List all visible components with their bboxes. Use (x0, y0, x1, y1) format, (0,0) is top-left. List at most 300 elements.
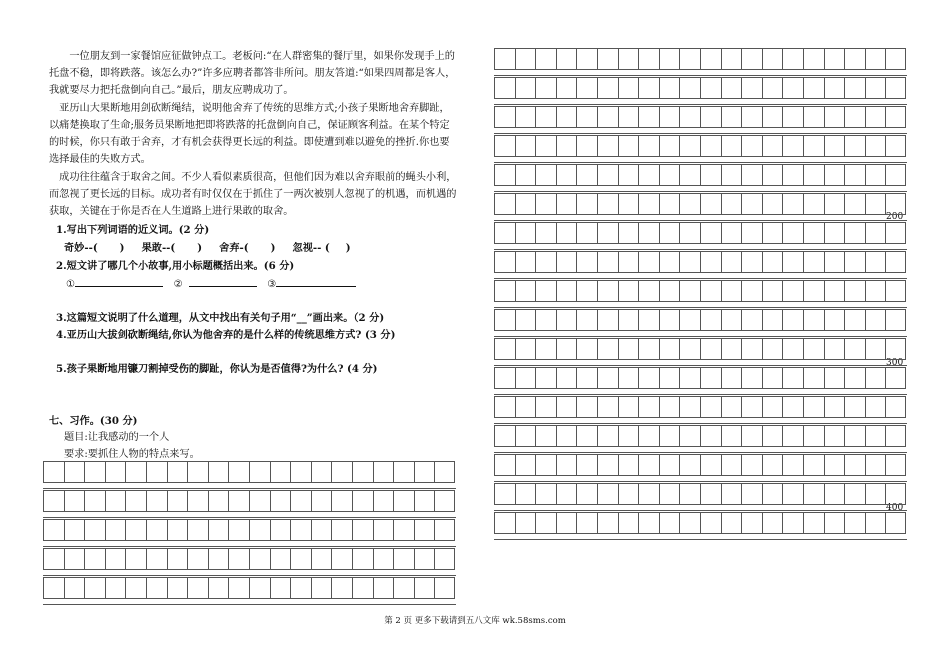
grid-cell[interactable] (515, 164, 536, 186)
grid-cell[interactable] (414, 490, 435, 512)
grid-cell[interactable] (782, 454, 803, 476)
grid-cell[interactable] (659, 396, 680, 418)
grid-cell[interactable] (824, 222, 845, 244)
grid-row[interactable] (43, 577, 455, 599)
grid-cell[interactable] (721, 338, 742, 360)
grid-cell[interactable] (803, 396, 824, 418)
grid-cell[interactable] (515, 367, 536, 389)
grid-cell[interactable] (105, 519, 126, 541)
grid-cell[interactable] (803, 48, 824, 70)
grid-cell[interactable] (700, 338, 721, 360)
grid-cell[interactable] (741, 222, 762, 244)
grid-cell[interactable] (762, 483, 783, 505)
grid-cell[interactable] (679, 454, 700, 476)
grid-cell[interactable] (515, 135, 536, 157)
grid-cell[interactable] (494, 193, 515, 215)
grid-row[interactable] (43, 490, 455, 512)
grid-cell[interactable] (187, 461, 208, 483)
grid-cell[interactable] (679, 222, 700, 244)
grid-cell[interactable] (494, 338, 515, 360)
grid-cell[interactable] (597, 77, 618, 99)
grid-cell[interactable] (679, 367, 700, 389)
grid-cell[interactable] (824, 396, 845, 418)
grid-cell[interactable] (885, 251, 906, 273)
grid-cell[interactable] (618, 222, 639, 244)
grid-cell[interactable] (125, 519, 146, 541)
grid-cell[interactable] (803, 251, 824, 273)
grid-cell[interactable] (824, 193, 845, 215)
grid-cell[interactable] (515, 338, 536, 360)
grid-cell[interactable] (146, 490, 167, 512)
grid-cell[interactable] (679, 309, 700, 331)
grid-cell[interactable] (679, 512, 700, 534)
grid-cell[interactable] (638, 193, 659, 215)
grid-cell[interactable] (824, 135, 845, 157)
answer-blank-1[interactable] (75, 276, 163, 287)
grid-cell[interactable] (679, 135, 700, 157)
grid-cell[interactable] (762, 164, 783, 186)
grid-cell[interactable] (373, 461, 394, 483)
grid-cell[interactable] (700, 425, 721, 447)
grid-cell[interactable] (494, 135, 515, 157)
grid-cell[interactable] (700, 48, 721, 70)
grid-cell[interactable] (597, 164, 618, 186)
grid-cell[interactable] (494, 483, 515, 505)
grid-cell[interactable] (535, 396, 556, 418)
grid-cell[interactable] (494, 164, 515, 186)
grid-cell[interactable] (535, 77, 556, 99)
grid-cell[interactable] (803, 425, 824, 447)
grid-cell[interactable] (700, 309, 721, 331)
grid-cell[interactable] (782, 222, 803, 244)
grid-cell[interactable] (659, 48, 680, 70)
grid-cell[interactable] (270, 577, 291, 599)
grid-cell[interactable] (373, 519, 394, 541)
grid-cell[interactable] (659, 483, 680, 505)
grid-cell[interactable] (659, 367, 680, 389)
grid-cell[interactable] (270, 490, 291, 512)
grid-cell[interactable] (43, 548, 64, 570)
grid-row[interactable] (494, 48, 906, 70)
grid-cell[interactable] (865, 512, 886, 534)
grid-cell[interactable] (741, 280, 762, 302)
grid-cell[interactable] (782, 338, 803, 360)
grid-cell[interactable] (721, 193, 742, 215)
grid-cell[interactable] (741, 164, 762, 186)
grid-cell[interactable] (885, 309, 906, 331)
grid-row[interactable] (43, 519, 455, 541)
grid-cell[interactable] (638, 454, 659, 476)
grid-cell[interactable] (618, 338, 639, 360)
grid-cell[interactable] (249, 490, 270, 512)
grid-cell[interactable] (762, 396, 783, 418)
grid-cell[interactable] (535, 48, 556, 70)
grid-cell[interactable] (700, 280, 721, 302)
grid-cell[interactable] (762, 251, 783, 273)
grid-cell[interactable] (597, 309, 618, 331)
grid-cell[interactable] (700, 135, 721, 157)
grid-cell[interactable] (597, 193, 618, 215)
grid-cell[interactable] (352, 519, 373, 541)
grid-cell[interactable] (64, 490, 85, 512)
grid-cell[interactable] (43, 519, 64, 541)
grid-row[interactable] (494, 454, 906, 476)
grid-cell[interactable] (249, 577, 270, 599)
grid-cell[interactable] (638, 425, 659, 447)
grid-cell[interactable] (105, 490, 126, 512)
grid-cell[interactable] (331, 519, 352, 541)
grid-cell[interactable] (105, 548, 126, 570)
grid-cell[interactable] (638, 280, 659, 302)
grid-cell[interactable] (125, 548, 146, 570)
grid-cell[interactable] (125, 490, 146, 512)
grid-cell[interactable] (803, 222, 824, 244)
grid-cell[interactable] (556, 135, 577, 157)
answer-blank-2[interactable] (189, 276, 257, 287)
grid-cell[interactable] (824, 280, 845, 302)
grid-cell[interactable] (844, 367, 865, 389)
grid-cell[interactable] (167, 548, 188, 570)
grid-cell[interactable] (679, 425, 700, 447)
grid-cell[interactable] (494, 309, 515, 331)
grid-cell[interactable] (556, 77, 577, 99)
grid-cell[interactable] (618, 512, 639, 534)
grid-cell[interactable] (700, 454, 721, 476)
grid-cell[interactable] (249, 461, 270, 483)
grid-cell[interactable] (721, 106, 742, 128)
grid-cell[interactable] (865, 425, 886, 447)
grid-cell[interactable] (721, 164, 742, 186)
grid-cell[interactable] (576, 106, 597, 128)
grid-cell[interactable] (700, 193, 721, 215)
grid-cell[interactable] (105, 461, 126, 483)
grid-cell[interactable] (638, 309, 659, 331)
grid-cell[interactable] (515, 512, 536, 534)
grid-cell[interactable] (556, 193, 577, 215)
grid-cell[interactable] (535, 222, 556, 244)
grid-cell[interactable] (762, 425, 783, 447)
grid-cell[interactable] (618, 77, 639, 99)
grid-cell[interactable] (782, 512, 803, 534)
grid-cell[interactable] (721, 222, 742, 244)
grid-cell[interactable] (64, 577, 85, 599)
grid-cell[interactable] (352, 490, 373, 512)
grid-cell[interactable] (659, 164, 680, 186)
grid-cell[interactable] (494, 396, 515, 418)
grid-cell[interactable] (721, 512, 742, 534)
grid-cell[interactable] (515, 251, 536, 273)
grid-cell[interactable] (597, 135, 618, 157)
grid-cell[interactable] (741, 483, 762, 505)
grid-cell[interactable] (494, 77, 515, 99)
grid-cell[interactable] (43, 490, 64, 512)
grid-cell[interactable] (782, 135, 803, 157)
grid-row[interactable] (494, 483, 906, 505)
grid-cell[interactable] (885, 106, 906, 128)
grid-cell[interactable] (311, 490, 332, 512)
grid-cell[interactable] (249, 548, 270, 570)
grid-cell[interactable] (331, 461, 352, 483)
grid-cell[interactable] (331, 490, 352, 512)
grid-cell[interactable] (659, 425, 680, 447)
grid-cell[interactable] (844, 483, 865, 505)
grid-cell[interactable] (741, 77, 762, 99)
grid-cell[interactable] (885, 367, 906, 389)
grid-cell[interactable] (597, 338, 618, 360)
grid-cell[interactable] (762, 222, 783, 244)
grid-cell[interactable] (43, 461, 64, 483)
grid-cell[interactable] (885, 135, 906, 157)
grid-cell[interactable] (659, 77, 680, 99)
grid-row[interactable] (494, 425, 906, 447)
grid-cell[interactable] (844, 251, 865, 273)
grid-cell[interactable] (865, 367, 886, 389)
grid-cell[interactable] (782, 193, 803, 215)
grid-cell[interactable] (535, 280, 556, 302)
grid-row[interactable] (494, 77, 906, 99)
grid-cell[interactable] (535, 106, 556, 128)
grid-cell[interactable] (597, 483, 618, 505)
grid-cell[interactable] (700, 164, 721, 186)
grid-cell[interactable] (576, 425, 597, 447)
grid-cell[interactable] (865, 106, 886, 128)
grid-cell[interactable] (105, 577, 126, 599)
grid-cell[interactable] (721, 280, 742, 302)
grid-cell[interactable] (494, 222, 515, 244)
grid-cell[interactable] (290, 461, 311, 483)
grid-cell[interactable] (885, 483, 906, 505)
grid-cell[interactable] (782, 251, 803, 273)
grid-cell[interactable] (865, 164, 886, 186)
grid-cell[interactable] (515, 280, 536, 302)
grid-cell[interactable] (844, 309, 865, 331)
grid-cell[interactable] (556, 309, 577, 331)
grid-cell[interactable] (576, 280, 597, 302)
grid-cell[interactable] (618, 164, 639, 186)
grid-cell[interactable] (556, 251, 577, 273)
grid-cell[interactable] (865, 193, 886, 215)
grid-cell[interactable] (803, 77, 824, 99)
grid-cell[interactable] (618, 454, 639, 476)
grid-cell[interactable] (576, 251, 597, 273)
grid-cell[interactable] (741, 135, 762, 157)
grid-cell[interactable] (597, 367, 618, 389)
grid-cell[interactable] (741, 48, 762, 70)
grid-cell[interactable] (84, 548, 105, 570)
grid-cell[interactable] (782, 425, 803, 447)
grid-cell[interactable] (556, 512, 577, 534)
grid-cell[interactable] (679, 77, 700, 99)
grid-cell[interactable] (844, 425, 865, 447)
grid-cell[interactable] (824, 454, 845, 476)
grid-cell[interactable] (741, 367, 762, 389)
grid-cell[interactable] (824, 164, 845, 186)
grid-cell[interactable] (556, 367, 577, 389)
grid-cell[interactable] (618, 425, 639, 447)
grid-cell[interactable] (659, 222, 680, 244)
grid-cell[interactable] (824, 48, 845, 70)
grid-cell[interactable] (638, 222, 659, 244)
grid-cell[interactable] (721, 367, 742, 389)
grid-cell[interactable] (824, 106, 845, 128)
grid-cell[interactable] (700, 396, 721, 418)
grid-row[interactable] (494, 106, 906, 128)
grid-cell[interactable] (270, 519, 291, 541)
grid-cell[interactable] (618, 251, 639, 273)
grid-cell[interactable] (414, 577, 435, 599)
grid-cell[interactable] (64, 548, 85, 570)
grid-cell[interactable] (844, 338, 865, 360)
grid-cell[interactable] (311, 519, 332, 541)
grid-cell[interactable] (311, 577, 332, 599)
grid-cell[interactable] (515, 309, 536, 331)
grid-cell[interactable] (803, 106, 824, 128)
grid-cell[interactable] (865, 454, 886, 476)
grid-cell[interactable] (311, 548, 332, 570)
grid-cell[interactable] (576, 454, 597, 476)
grid-cell[interactable] (576, 135, 597, 157)
grid-cell[interactable] (556, 48, 577, 70)
grid-cell[interactable] (515, 454, 536, 476)
grid-cell[interactable] (844, 48, 865, 70)
grid-cell[interactable] (167, 577, 188, 599)
grid-cell[interactable] (597, 512, 618, 534)
grid-cell[interactable] (167, 461, 188, 483)
grid-cell[interactable] (885, 193, 906, 215)
grid-cell[interactable] (494, 106, 515, 128)
grid-cell[interactable] (865, 251, 886, 273)
grid-cell[interactable] (803, 338, 824, 360)
grid-cell[interactable] (515, 48, 536, 70)
grid-cell[interactable] (618, 48, 639, 70)
grid-cell[interactable] (597, 48, 618, 70)
grid-cell[interactable] (700, 251, 721, 273)
grid-cell[interactable] (762, 77, 783, 99)
grid-cell[interactable] (494, 425, 515, 447)
grid-cell[interactable] (782, 396, 803, 418)
grid-cell[interactable] (290, 548, 311, 570)
grid-cell[interactable] (700, 222, 721, 244)
grid-cell[interactable] (618, 367, 639, 389)
grid-cell[interactable] (331, 548, 352, 570)
grid-cell[interactable] (167, 519, 188, 541)
grid-cell[interactable] (556, 483, 577, 505)
grid-cell[interactable] (721, 48, 742, 70)
grid-cell[interactable] (352, 548, 373, 570)
grid-cell[interactable] (125, 577, 146, 599)
grid-cell[interactable] (885, 280, 906, 302)
grid-cell[interactable] (556, 222, 577, 244)
grid-cell[interactable] (659, 106, 680, 128)
grid-cell[interactable] (515, 425, 536, 447)
grid-cell[interactable] (679, 251, 700, 273)
grid-cell[interactable] (535, 338, 556, 360)
grid-cell[interactable] (782, 367, 803, 389)
grid-cell[interactable] (618, 280, 639, 302)
grid-cell[interactable] (494, 512, 515, 534)
grid-cell[interactable] (741, 396, 762, 418)
grid-cell[interactable] (824, 338, 845, 360)
grid-cell[interactable] (249, 519, 270, 541)
grid-cell[interactable] (762, 367, 783, 389)
grid-cell[interactable] (535, 454, 556, 476)
grid-cell[interactable] (84, 519, 105, 541)
grid-cell[interactable] (576, 396, 597, 418)
grid-cell[interactable] (187, 490, 208, 512)
grid-cell[interactable] (556, 164, 577, 186)
grid-cell[interactable] (824, 425, 845, 447)
grid-cell[interactable] (187, 577, 208, 599)
grid-cell[interactable] (865, 396, 886, 418)
grid-cell[interactable] (494, 367, 515, 389)
grid-cell[interactable] (228, 490, 249, 512)
grid-cell[interactable] (638, 338, 659, 360)
grid-cell[interactable] (638, 77, 659, 99)
grid-cell[interactable] (885, 338, 906, 360)
grid-cell[interactable] (782, 280, 803, 302)
grid-cell[interactable] (515, 222, 536, 244)
grid-cell[interactable] (331, 577, 352, 599)
grid-cell[interactable] (721, 77, 742, 99)
grid-cell[interactable] (494, 454, 515, 476)
grid-cell[interactable] (721, 483, 742, 505)
grid-cell[interactable] (782, 483, 803, 505)
grid-row[interactable] (43, 461, 455, 483)
grid-cell[interactable] (803, 135, 824, 157)
grid-cell[interactable] (803, 280, 824, 302)
grid-cell[interactable] (535, 367, 556, 389)
grid-cell[interactable] (638, 396, 659, 418)
grid-cell[interactable] (352, 461, 373, 483)
grid-cell[interactable] (638, 251, 659, 273)
grid-cell[interactable] (659, 193, 680, 215)
grid-cell[interactable] (762, 338, 783, 360)
grid-cell[interactable] (146, 519, 167, 541)
grid-cell[interactable] (434, 519, 455, 541)
grid-cell[interactable] (618, 106, 639, 128)
grid-cell[interactable] (638, 367, 659, 389)
grid-cell[interactable] (535, 193, 556, 215)
grid-cell[interactable] (762, 193, 783, 215)
grid-cell[interactable] (700, 77, 721, 99)
grid-cell[interactable] (762, 512, 783, 534)
grid-cell[interactable] (434, 490, 455, 512)
grid-cell[interactable] (597, 454, 618, 476)
grid-cell[interactable] (393, 461, 414, 483)
grid-cell[interactable] (844, 454, 865, 476)
grid-cell[interactable] (803, 512, 824, 534)
grid-cell[interactable] (721, 135, 742, 157)
grid-cell[interactable] (434, 577, 455, 599)
grid-cell[interactable] (228, 519, 249, 541)
grid-cell[interactable] (844, 512, 865, 534)
grid-cell[interactable] (64, 519, 85, 541)
grid-row[interactable] (494, 135, 906, 157)
grid-cell[interactable] (885, 425, 906, 447)
grid-cell[interactable] (414, 519, 435, 541)
grid-cell[interactable] (659, 454, 680, 476)
grid-cell[interactable] (618, 483, 639, 505)
grid-cell[interactable] (373, 490, 394, 512)
grid-cell[interactable] (576, 367, 597, 389)
grid-cell[interactable] (885, 222, 906, 244)
grid-cell[interactable] (865, 48, 886, 70)
grid-cell[interactable] (803, 454, 824, 476)
grid-cell[interactable] (576, 512, 597, 534)
grid-cell[interactable] (824, 309, 845, 331)
grid-cell[interactable] (556, 338, 577, 360)
grid-cell[interactable] (576, 77, 597, 99)
